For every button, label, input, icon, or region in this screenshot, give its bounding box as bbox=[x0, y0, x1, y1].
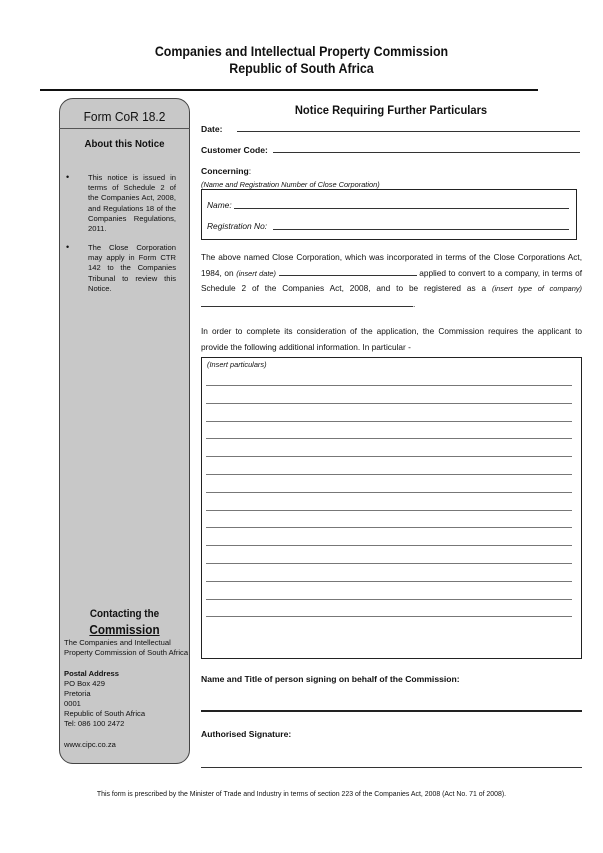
particulars-line bbox=[206, 385, 572, 386]
registration-field[interactable] bbox=[273, 229, 569, 230]
about-heading: About this Notice bbox=[84, 138, 165, 150]
name-field[interactable] bbox=[234, 208, 569, 209]
customer-code-label: Customer Code: bbox=[201, 145, 268, 155]
address-line: Pretoria bbox=[64, 689, 91, 698]
phone-line: Tel: 086 100 2472 bbox=[64, 719, 125, 728]
about-bullet-1: This notice is issued in terms of Schedule 2 of the Companies Act, 2008, and Regulations 18 of the Companies Regulations, 2011. bbox=[88, 173, 176, 234]
particulars-line bbox=[206, 581, 572, 582]
particulars-line bbox=[206, 545, 572, 546]
org-line-2: Property Commission of South Africa bbox=[64, 648, 189, 657]
particulars-line bbox=[206, 510, 572, 511]
bullet-icon: • bbox=[66, 242, 70, 252]
signature-label: Authorised Signature: bbox=[201, 729, 292, 739]
header-country: Republic of South Africa bbox=[229, 61, 374, 76]
particulars-line bbox=[206, 438, 572, 439]
signature-field[interactable] bbox=[201, 767, 582, 768]
particulars-line bbox=[206, 474, 572, 475]
particulars-line bbox=[206, 492, 572, 493]
particulars-line bbox=[206, 599, 572, 600]
website-link[interactable]: www.cipc.co.za bbox=[64, 740, 116, 749]
address-line: 0001 bbox=[64, 699, 81, 708]
postal-heading: Postal Address bbox=[64, 669, 120, 678]
address-line: PO Box 429 bbox=[64, 679, 105, 688]
concerning-label: Concerning: bbox=[201, 166, 252, 176]
paragraph-conversion: The above named Close Corporation, which was incorporated in terms of the Close Corporations Act, 1984, on (insert date) applied to convert to a company, in terms of Schedule 2 of the Companies Act, 2008, and to be registered as a (insert type of company) . bbox=[201, 252, 583, 309]
page-title: Notice Requiring Further Particulars bbox=[294, 103, 488, 117]
date-field[interactable] bbox=[237, 131, 580, 132]
date-label: Date: bbox=[201, 124, 223, 134]
particulars-line bbox=[206, 421, 572, 422]
paragraph-requirements: In order to complete its consideration of the application, the Commission requires the applicant to provide the following additional information. In particular - bbox=[201, 326, 582, 352]
header-commission-name: Companies and Intellectual Property Commission bbox=[154, 44, 449, 59]
particulars-hint: (Insert particulars) bbox=[207, 360, 267, 369]
particulars-line bbox=[206, 456, 572, 457]
signatory-field[interactable] bbox=[201, 710, 582, 712]
about-bullet-2: The Close Corporation may apply in Form CTR 142 to the Companies Tribunal to review this Notice. bbox=[88, 243, 176, 293]
particulars-line bbox=[206, 527, 572, 528]
header-rule bbox=[40, 89, 538, 91]
concerning-hint: (Name and Registration Number of Close Corporation) bbox=[201, 180, 380, 189]
contact-heading-2: Commission bbox=[89, 622, 160, 637]
particulars-line bbox=[206, 616, 572, 617]
contact-heading-1: Contacting the bbox=[89, 608, 160, 620]
company-type-field[interactable] bbox=[201, 297, 413, 307]
name-label: Name: bbox=[207, 200, 232, 210]
address-line: Republic of South Africa bbox=[64, 709, 146, 718]
insert-date-field[interactable] bbox=[279, 266, 417, 276]
particulars-line bbox=[206, 563, 572, 564]
org-line-1: The Companies and Intellectual bbox=[64, 638, 171, 647]
form-id: Form CoR 18.2 bbox=[83, 109, 166, 124]
particulars-line bbox=[206, 403, 572, 404]
bullet-icon: • bbox=[66, 172, 70, 182]
registration-label: Registration No: bbox=[207, 221, 268, 231]
customer-code-field[interactable] bbox=[273, 152, 580, 153]
signatory-label: Name and Title of person signing on behalf of the Commission: bbox=[201, 674, 460, 684]
footer-note: This form is prescribed by the Minister of Trade and Industry in terms of section 223 of the Companies Act, 2008 (Act No. 71 of 2008). bbox=[96, 789, 507, 798]
sidebar-divider bbox=[59, 128, 190, 129]
concerning-box bbox=[201, 189, 577, 240]
